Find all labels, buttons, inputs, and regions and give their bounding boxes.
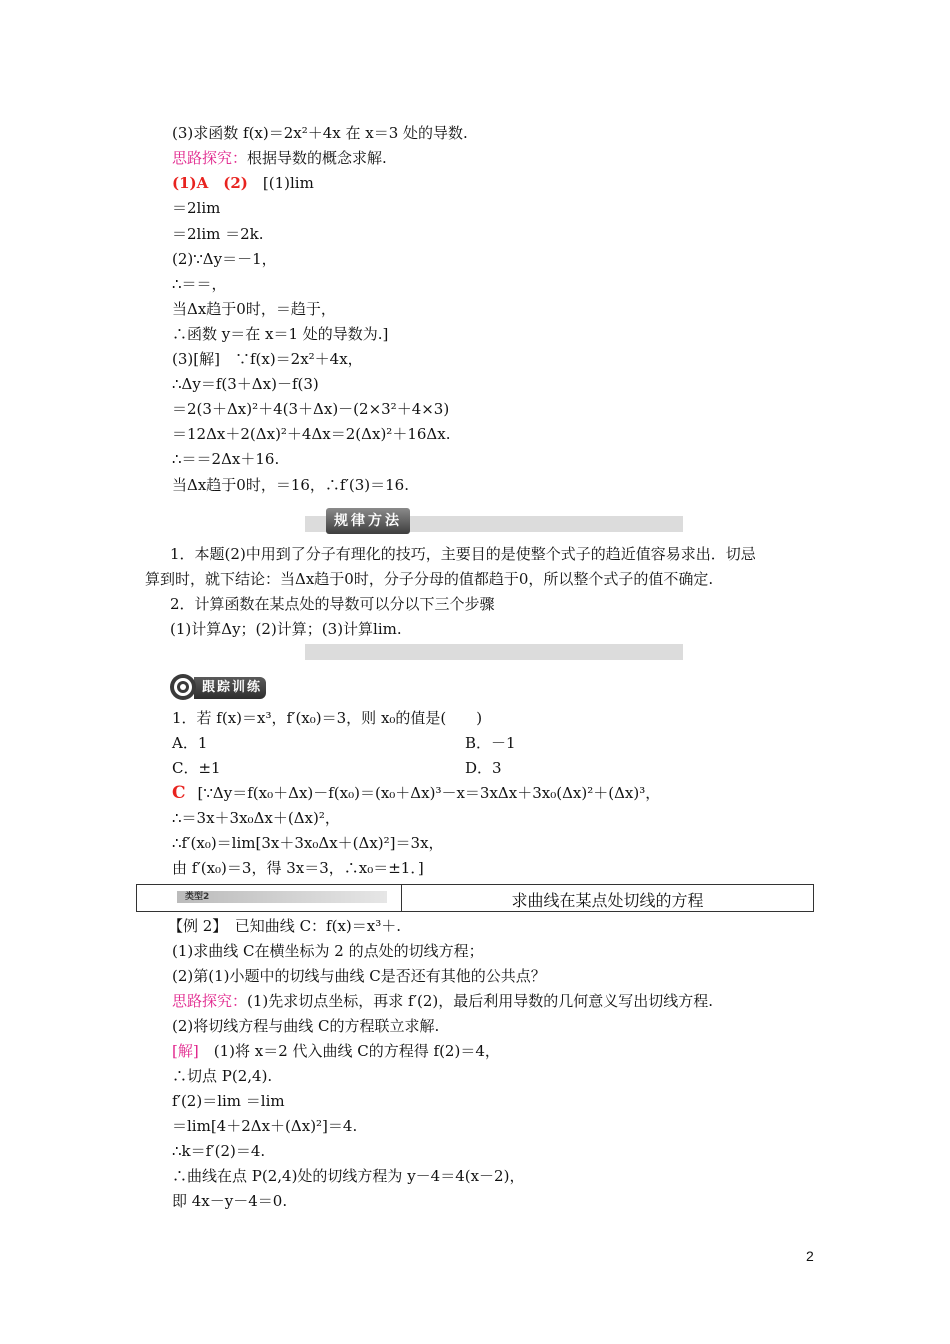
q1-solution-line: ∴＝3x＋3x₀Δx＋(Δx)²， xyxy=(172,809,340,827)
q1-solution-line: ∴f′(x₀)＝lim[3x＋3x₀Δx＋(Δx)²]＝3x， xyxy=(172,834,444,852)
solution-line: ∴＝＝2Δx＋16. xyxy=(172,450,280,468)
example-2-title: 【例 2】 已知曲线 C：f(x)＝x³＋. xyxy=(168,917,402,935)
think2-line xyxy=(172,991,713,1011)
ex2-solution-line xyxy=(172,1041,500,1061)
answer-key: (1)A (2) xyxy=(172,174,248,192)
q1-answer-text: [∵Δy＝f(x₀＋Δx)－f(x₀)＝(x₀＋Δx)³－x＝3xΔx＋3x₀(Δx)²＋(Δx)³， xyxy=(197,784,661,802)
method-line: 算到时，就下结论：当Δx趋于0时，分子分母的值都趋于0，所以整个式子的值不确定. xyxy=(145,570,714,588)
problem-3-text: (3)求函数 f(x)＝2x²＋4x 在 x＝3 处的导数. xyxy=(172,124,468,142)
ex2-solution-line: ∴曲线在点 P(2,4)处的切线方程为 y－4＝4(x－2)， xyxy=(172,1167,525,1185)
ex2-solution-line: f′(2)＝lim ＝lim xyxy=(172,1092,285,1110)
option-d: D．3 xyxy=(465,759,502,777)
ex2-solution-line: ∴k＝f′(2)＝4. xyxy=(172,1142,266,1160)
q1-solution-line: 由 f′(x₀)＝3，得 3x＝3，∴x₀＝±1．] xyxy=(172,859,424,877)
solution-text: (1)将 x＝2 代入曲线 C的方程得 f(2)＝4， xyxy=(198,1042,500,1060)
option-a: A．1 xyxy=(172,734,208,752)
solution-line: ∴＝＝， xyxy=(172,275,227,293)
solution-line: ＝12Δx＋2(Δx)²＋4Δx＝2(Δx)²＋16Δx. xyxy=(172,425,451,443)
ex2-solution-line: 即 4x－y－4＝0. xyxy=(172,1192,288,1210)
solution-line: (3)[解] ∵f(x)＝2x²＋4x， xyxy=(172,350,363,368)
example-2-part-2: (2)第(1)小题中的切线与曲线 C是否还有其他的公共点？ xyxy=(172,967,546,985)
solution-line: 当Δx趋于0时，＝趋于， xyxy=(172,300,336,318)
solution-line: ∴函数 y＝在 x＝1 处的导数为.] xyxy=(172,325,389,343)
think2-text: (1)先求切点坐标，再求 f′(2)，最后利用导数的几何意义写出切线方程. xyxy=(247,992,714,1010)
question-1: 1．若 f(x)＝x³，f′(x₀)＝3，则 x₀的值是( ) xyxy=(172,709,483,727)
target-icon xyxy=(170,674,196,700)
think-line xyxy=(172,148,387,168)
q1-answer-line xyxy=(172,783,660,803)
think2-label: 思路探究： xyxy=(172,992,248,1010)
ex2-solution-line: ∴切点 P(2,4). xyxy=(172,1067,273,1085)
type-tag xyxy=(177,891,387,903)
think-label: 思路探究： xyxy=(172,149,248,167)
method-footer-bar xyxy=(305,644,683,660)
page-number: 2 xyxy=(806,1248,814,1264)
ex2-solution-line: ＝lim[4＋2Δx＋(Δx)²]＝4. xyxy=(172,1117,358,1135)
example-2-part-1: (1)求曲线 C在横坐标为 2 的点处的切线方程； xyxy=(172,942,484,960)
think-text: 根据导数的概念求解. xyxy=(247,149,387,167)
method-line: 1．本题(2)中用到了分子有理化的技巧，主要目的是使整个式子的趋近值容易求出．切忌 xyxy=(170,545,756,563)
options-row xyxy=(172,733,207,753)
method-line: 2．计算函数在某点处的导数可以分以下三个步骤 xyxy=(170,595,495,613)
solution-line: 当Δx趋于0时，＝16，∴f′(3)＝16. xyxy=(172,476,409,494)
solution-line: ∴Δy＝f(3＋Δx)－f(3) xyxy=(172,375,319,393)
track-header-label: 跟踪训练 xyxy=(194,677,266,699)
options-row xyxy=(172,758,221,778)
solution-line: ＝2(3＋Δx)²＋4(3＋Δx)－(2×3²＋4×3) xyxy=(172,400,450,418)
solution-label: [解] xyxy=(172,1042,199,1060)
type-box xyxy=(136,884,814,912)
answer-line xyxy=(172,173,314,193)
think2-step2: (2)将切线方程与曲线 C的方程联立求解. xyxy=(172,1017,440,1035)
solution-line: ＝2lim ＝2k. xyxy=(172,225,264,243)
answer-text: [(1)lim xyxy=(247,174,314,192)
type-title: 求曲线在某点处切线的方程 xyxy=(511,891,704,910)
option-b: B．－1 xyxy=(465,734,516,752)
solution-line: (2)∵Δy＝－1， xyxy=(172,250,277,268)
option-c: C．±1 xyxy=(172,759,221,777)
type-tag-label: 类型2 xyxy=(185,892,210,902)
q1-answer-letter: C xyxy=(172,783,186,803)
method-line: (1)计算Δy；(2)计算；(3)计算lim. xyxy=(170,620,402,638)
solution-line: ＝2lim xyxy=(172,199,221,217)
method-header: 规律方法 xyxy=(326,508,410,534)
